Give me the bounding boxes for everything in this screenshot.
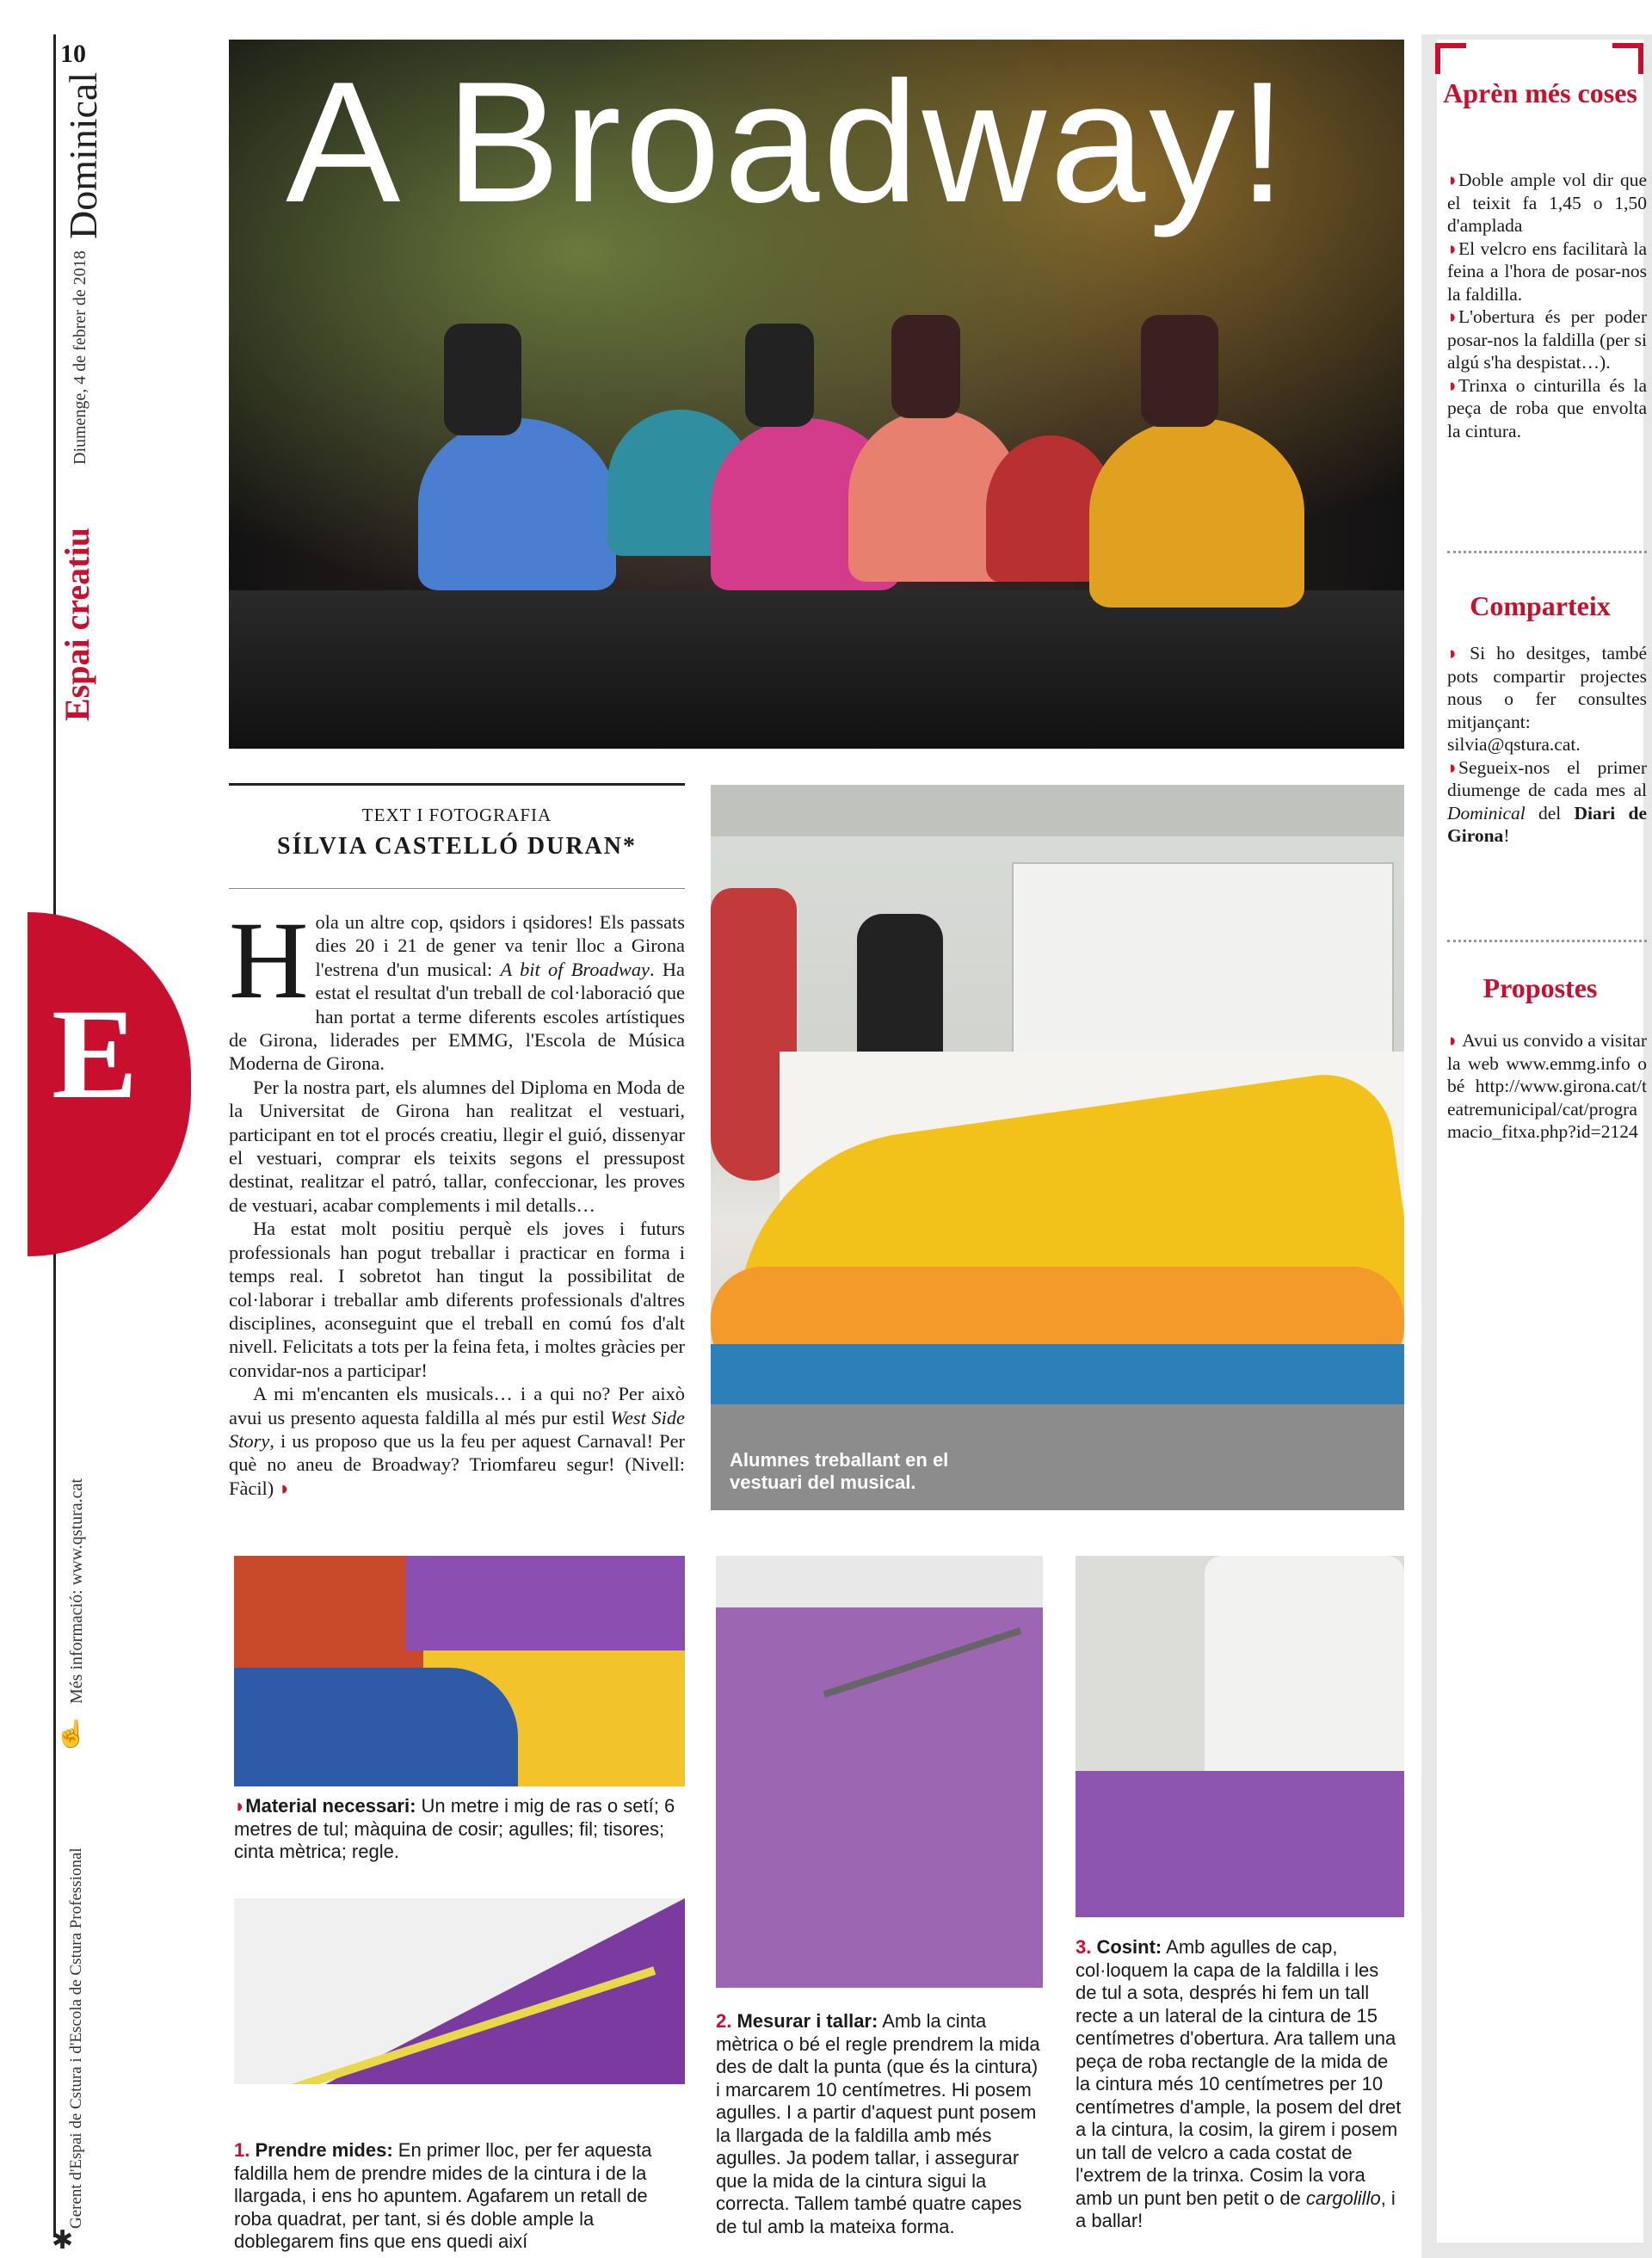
paragraph-text: . Ha estat el resultat d'un treball de col·laboració que han portat a terme diferents escoles artístiques de Girona, liderades per EMMG, l'Escola de Música Moderna de Girona. — [229, 958, 685, 1075]
publication-ref: Dominical — [1447, 802, 1526, 824]
bullet-icon: ◗ — [1447, 374, 1458, 396]
paragraph: Per la nostra part, els alumnes del Diploma en Moda de la Universitat de Girona han realitzat el vestuari, participant en tot el procés creatiu, llegir el guió, dissenyar el vestuari, comprar els teixits segons el pressupost destinat, realitzar el patró, tallar, confeccionar, les proves de vestuari, acabar complements i mil detalls… — [229, 1076, 685, 1216]
publication-name: Dominical — [61, 71, 105, 239]
fabric-blue — [234, 1668, 518, 1786]
tip-text: L'obertura és per poder posar-nos la faldilla (per si algú s'ha despistat…). — [1447, 306, 1647, 373]
fabric-purple — [286, 1898, 685, 2084]
show-title: A bit of Broadway — [500, 958, 650, 980]
corner-mark — [1435, 43, 1466, 74]
hero-photo — [229, 40, 1404, 749]
paragraph-text: A mi m'encanten els musicals… i a qui no? Per això avui us presento aquesta faldilla al més pur estil — [229, 1383, 685, 1428]
step-3-photo — [1076, 1556, 1404, 1917]
bullet-icon: ◗ — [1447, 238, 1458, 259]
bullet-icon: ◗ — [1447, 306, 1458, 327]
workshop-caption: Alumnes treballant en el vestuari del musical. — [730, 1449, 949, 1493]
step-number: 2. — [716, 2010, 732, 2032]
byline-label: TEXT I FOTOGRAFIA — [361, 805, 552, 825]
tip-item — [1447, 374, 1647, 443]
step-label: Prendre mides: — [255, 2139, 393, 2161]
tip-text: El velcro ens facilitarà la feina a l'hora de posar-nos la faldilla. — [1447, 238, 1647, 305]
share-text: ! — [1503, 825, 1510, 846]
section-name: Espai creatiu — [58, 527, 96, 721]
share-text: del — [1525, 802, 1575, 824]
step-1-photo — [234, 1898, 685, 2084]
article-body — [229, 899, 685, 1500]
paragraph: Ha estat molt positiu perquè els joves i futurs professionals han pogut treballar i practicar en forma i temps real. I sobretot han tingut la possibilitat de col·laborar i treballar amb diferents professionals d'altres disciplines, aconseguint que el treball en comú fos d'alt nivell. Felicitats a tots per la feina feta, i moltes gràcies per convidar-nos a participar! — [229, 1218, 685, 1381]
sidebar-tips — [1447, 169, 1647, 442]
pointer-icon: ☝ — [55, 1719, 88, 1749]
tip-item — [1447, 238, 1647, 306]
byline-rule — [229, 783, 685, 786]
step-label: Cosint: — [1096, 1936, 1162, 1958]
sidebar-heading-learn: Aprèn més coses — [1443, 77, 1637, 108]
share-item — [1447, 756, 1647, 848]
sidebar-divider — [1447, 551, 1647, 553]
step-body: , i a ballar! — [1076, 2187, 1396, 2231]
share-text: Segueix-nos el primer diumenge de cada mes al — [1447, 756, 1647, 800]
dancer-skirt — [418, 418, 616, 590]
issue-date: Diumenge, 4 de febrer de 2018 — [71, 250, 89, 465]
author-note: Gerent d'Espai de Cstura i d'Escola de Cstura Professional — [67, 1848, 85, 2229]
bullet-icon: ◗ — [1447, 1030, 1458, 1051]
step-3-text — [1076, 1936, 1404, 2233]
tip-item — [1447, 305, 1647, 374]
step-body: Un metre i mig de ras o setí; 6 metres de tul; màquina de cosir; agulles; fil; tisores; cinta mètrica; regle. — [234, 1795, 675, 1862]
paragraph — [229, 899, 685, 1076]
corner-mark — [1612, 43, 1643, 74]
step-body: Amb la cinta mètrica o bé el regle prendrem la mida des de dalt la punta (que és la cintura) i marcarem 10 centímetres. Hi posem agulles. I a partir d'aquest punt posem la llargada de la faldilla amb més agulles. Ja podem tallar, i assegurar que la mida de la cintura sigui la correcta. Tallem també quatre capes de tul amb la mateixa forma. — [716, 2010, 1040, 2237]
style-reference: West Side Story — [229, 1406, 685, 1452]
dancer-top — [1141, 315, 1218, 427]
scissors-blade — [823, 1627, 1022, 1698]
end-mark-icon: ◗ — [278, 1477, 291, 1499]
bullet-icon: ◗ — [1447, 756, 1458, 778]
section-badge-letter: E — [52, 983, 139, 1126]
step-number: 1. — [234, 2139, 250, 2161]
bullet-icon: ◗ — [1447, 643, 1458, 663]
dancer-top — [745, 324, 814, 427]
sidebar-share — [1447, 642, 1647, 848]
sidebar-heading-proposals: Propostes — [1482, 972, 1598, 1003]
bullet-icon: ◗ — [234, 1795, 246, 1817]
sidebar-proposals — [1447, 1029, 1647, 1144]
bullet-icon: ◗ — [1447, 170, 1458, 190]
dancer-skirt — [1089, 418, 1304, 608]
table-edge — [716, 1556, 1043, 1607]
tip-text: Trinxa o cinturilla és la peça de roba que envolta la cintura. — [1447, 374, 1647, 441]
drop-cap: H — [229, 899, 309, 1021]
share-text: Si ho desitges, també pots compartir projectes nous o fer consultes mitjançant: silvia@qstura.cat. — [1447, 643, 1648, 755]
step-body: Amb agulles de cap, col·loquem la capa de la faldilla i les de tul a sota, després hi fem un tall recte a un lateral de la cintura de 15 centímetres d'obertura. Ara tallem una peça de roba rectangle de la mida de la cintura més 10 centímetres per 10 centímetres d'ample, la posem del dret a la cintura, la cosim, la girem i posem un tall de velcro a cada costat de l'extrem de la trinxa. Cosim la vora amb un punt ben petit o de — [1076, 1936, 1402, 2209]
step-2-text — [716, 2010, 1043, 2238]
step-1-text — [234, 2139, 681, 2254]
material-photo — [234, 1556, 685, 1786]
paragraph-text: , i us proposo que us la feu per aquest Carnaval! Per què no aneu de Broadway? Triomfareu segur! (Nivell: Fàcil) — [229, 1429, 685, 1499]
step-label: Mesurar i tallar: — [737, 2010, 878, 2032]
tip-text: Doble ample vol dir que el teixit fa 1,45 o 1,50 d'amplada — [1447, 170, 1647, 236]
fabric-purple — [1076, 1771, 1404, 1917]
step-2-photo — [716, 1556, 1043, 1988]
tip-item — [1447, 169, 1647, 238]
windows — [1012, 862, 1394, 1064]
page-number: 10 — [60, 40, 86, 68]
fabric-purple — [406, 1556, 685, 1650]
material-text — [234, 1795, 681, 1864]
sidebar-divider — [1447, 940, 1647, 942]
asterisk-icon: ✱ — [52, 2225, 74, 2255]
paragraph-text: ola un altre cop, qsidors i qsidores! Els passats dies 20 i 21 de gener va tenir lloc a Girona l'estrena d'un musical: — [315, 911, 685, 980]
step-label: Material necessari: — [245, 1795, 416, 1817]
newspaper-ref: Diari de Girona — [1447, 802, 1647, 846]
stage-floor — [229, 590, 1404, 749]
article-title: A Broadway! — [286, 46, 1290, 238]
ceiling — [711, 785, 1404, 836]
step-number: 3. — [1076, 1936, 1092, 1958]
dancer-top — [444, 324, 521, 435]
sidebar-heading-share: Comparteix — [1470, 590, 1611, 621]
dancer-top — [891, 315, 960, 418]
proposal-text: Avui us convido a visitar la web www.emmg.info o bé http://www.girona.cat/teatremunicipal/cat/programacio_fitxa.php?id=2124 — [1447, 1030, 1647, 1142]
step-body: En primer lloc, per fer aquesta faldilla hem de prendre mides de la cintura i de la llargada, i ens ho apuntem. Agafarem un retall de roba quadrat, per tant, si és doble ample la doblegarem fins que ens quedi així — [234, 2139, 652, 2252]
proposal-item — [1447, 1029, 1647, 1144]
more-info-link: Més informació: www.qstura.cat — [67, 1478, 86, 1704]
stitch-name: cargolillo — [1305, 2187, 1381, 2209]
byline-rule-bottom — [229, 888, 685, 889]
paragraph — [229, 1382, 685, 1500]
workshop-photo — [711, 785, 1404, 1510]
share-item — [1447, 642, 1647, 756]
byline-name: SÍLVIA CASTELLÓ DURAN* — [277, 833, 637, 860]
